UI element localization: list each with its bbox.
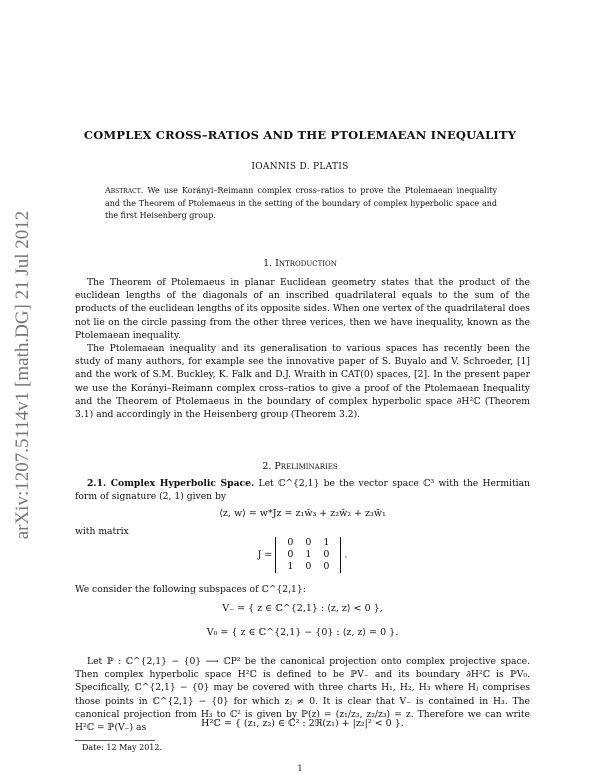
abstract (105, 185, 497, 223)
matrix-j: 0 0 1 0 1 0 1 0 0 (275, 537, 341, 573)
introduction-body (75, 276, 530, 421)
subsection-heading: 2.1. Complex Hyperbolic Space. (87, 478, 255, 489)
subspaces-intro: We consider the following subspaces of ℂ^{2,1}: (75, 584, 306, 595)
paper-title: COMPLEX CROSS–RATIOS AND THE PTOLEMAEAN INEQUALITY (83, 128, 517, 142)
with-matrix-text: with matrix (75, 526, 129, 537)
v-minus-definition: V₋ = { z ∈ ℂ^{2,1} : ⟨z, z⟩ < 0 }, (222, 603, 383, 614)
v-zero-definition: V₀ = { z ∈ ℂ^{2,1} − {0} : ⟨z, z⟩ = 0 }. (206, 627, 399, 638)
footnote-date: Date: 12 May 2012. (82, 743, 163, 752)
arxiv-id: arXiv:1207.5114v1 [math.DG] 21 Jul 2012 (12, 210, 33, 540)
footnote-rule (75, 740, 155, 741)
section-heading-preliminaries: 2. Preliminaries (262, 461, 338, 472)
paper-author: IOANNIS D. PLATIS (251, 162, 349, 172)
hermitian-form-equation: ⟨z, w⟩ = w*Jz = z₁w̄₃ + z₂w̄₂ + z₃w̄₁ (219, 508, 386, 519)
abstract-label: Abstract. (105, 186, 144, 195)
abstract-text: We use Korányi–Reimann complex cross–ratios to prove the Ptolemaean inequality and the Theorem of Ptolemaeus in the setting of the boundary of complex hyperbolic space and the first Heisenberg group. (105, 186, 497, 220)
subsection-complex-hyperbolic (75, 477, 530, 503)
projection-paragraph: Let ℙ : ℂ^{2,1} − {0} ⟶ ℂP² be the canonical projection onto complex projective space. Then complex hyperbolic space H²ℂ is defined to be ℙV₋ and its boundary ∂H²ℂ is ℙV₀. Specifically, ℂ^{2,1} − {0} may be covered with three charts H₁, H₂, H₃ where Hⱼ comprises those points in ℂ^{2,1} − {0} for which zⱼ ≠ 0. It is clear that V₋ is contained in H₃. The canonical projection from H₃ to ℂ² is given by ℙ(z) = (z₁/z₃, z₂/z₃) = z. Therefore we can write H²ℂ = ℙ(V₋) as (75, 656, 530, 734)
section-heading-introduction: 1. Introduction (263, 258, 337, 269)
arxiv-sidebar-stamp (8, 185, 38, 565)
hyperbolic-space-equation: H²ℂ = { (z₁, z₂) ∈ ℂ² : 2ℜ(z₁) + |z₂|² < 0 }. (201, 718, 404, 729)
intro-paragraph-2: The Ptolemaean inequality and its generalisation to various spaces has recently been the study of many authors, for example see the innovative paper of S. Buyalo and V. Schroeder, [1] and the work of S.M. Buckley, K. Falk and D.J. Wraith in CAT(0) spaces, [2]. In the present paper we use the Korányi–Reimann complex cross–ratios to give a proof of the Ptolemaean Inequality and the Theorem of Ptolemaeus in the boundary of complex hyperbolic space ∂H²ℂ (Theorem 3.1) and accordingly in the Heisenberg group (Theorem 3.2). (75, 343, 530, 421)
matrix-label: J = (257, 549, 273, 561)
intro-paragraph-1: The Theorem of Ptolemaeus in planar Euclidean geometry states that the product of the euclidean lengths of the diagonals of an inscribed quadrilateral equals to the sum of the products of the euclidean lengths of its opposite sides. When one vertex of the quadrilateral does not lie on the circle passing from the other three verices, then we have inequality, known as the Ptolemaean inequality. (75, 277, 530, 341)
matrix-equation: J = 0 0 1 0 1 0 1 0 0 . (257, 537, 348, 572)
page-number: 1 (297, 764, 303, 774)
subsection-intro-text: Let ℂ^{2,1} be the vector space ℂ³ with the Hermitian form of signature (2, 1) given by (75, 478, 530, 503)
